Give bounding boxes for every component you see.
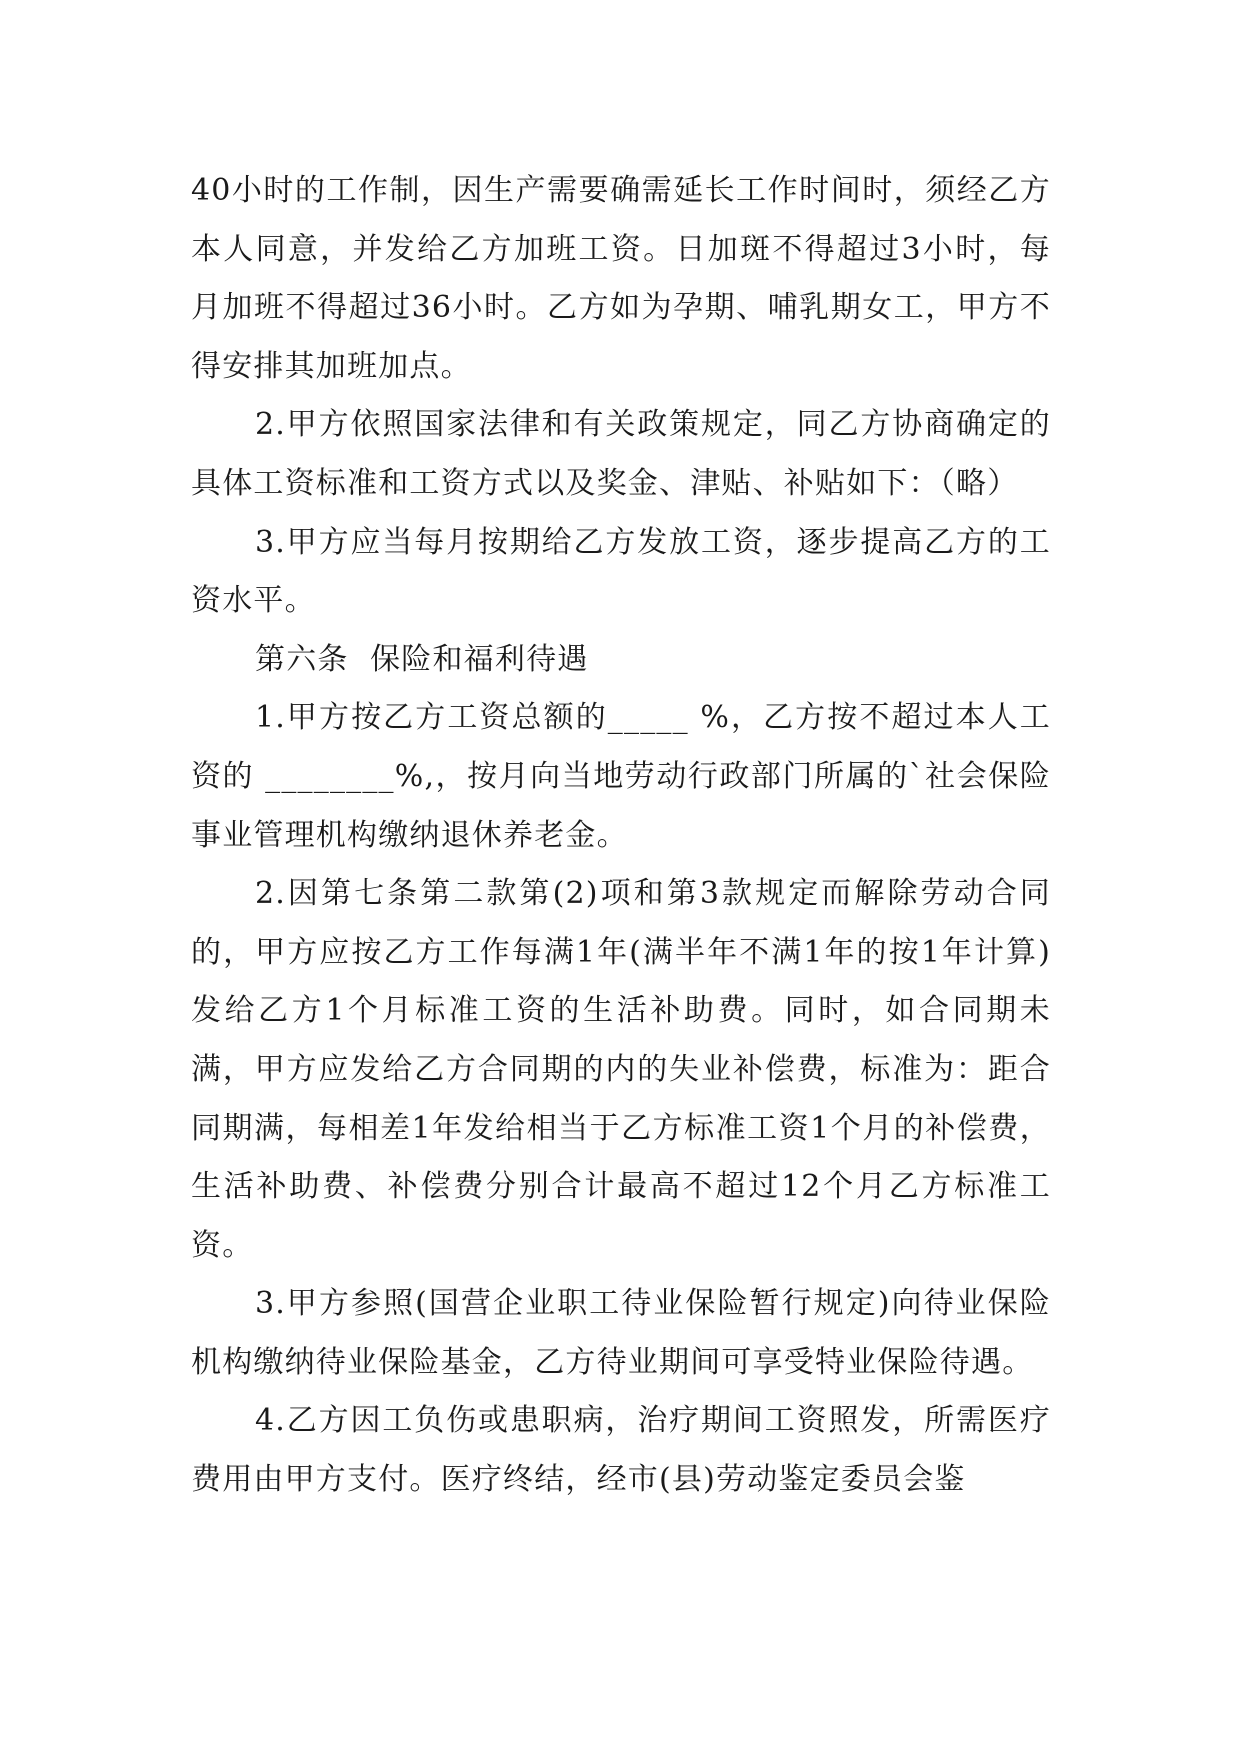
paragraph-wage-standard: 2.甲方依照国家法律和有关政策规定，同乙方协商确定的具体工资标准和工资方式以及奖金、津贴、补贴如下：（略）	[191, 407, 1051, 501]
section-heading-insurance: 第六条 保险和福利待遇	[255, 641, 589, 677]
paragraph-work-injury: 4.乙方因工负伤或患职病，治疗期间工资照发，所需医疗费用由甲方支付。医疗终结，经市(县)劳动鉴定委员会鉴	[191, 1403, 1051, 1498]
document-body	[191, 162, 1051, 1510]
paragraph-working-hours-continued: 40小时的工作制，因生产需要确需延长工作时间时，须经乙方本人同意，并发给乙方加班工资。日加斑不得超过3小时，每月加班不得超过36小时。乙方如为孕期、哺乳期女工，甲方不得安排其加班加点。	[191, 173, 1051, 384]
paragraph-unemployment-insurance: 3.甲方参照(国营企业职工待业保险暂行规定)向待业保险机构缴纳待业保险基金，乙方待业期间可享受特业保险待遇。	[191, 1286, 1051, 1380]
paragraph-pension: 1.甲方按乙方工资总额的_____ %，乙方按不超过本人工资的 ________%,，按月向当地劳动行政部门所属的`社会保险事业管理机构缴纳退休养老金。	[191, 700, 1051, 853]
paragraph-wage-payment: 3.甲方应当每月按期给乙方发放工资，逐步提高乙方的工资水平。	[191, 524, 1051, 619]
paragraph-living-subsidy: 2.因第七条第二款第(2)项和第3款规定而解除劳动合同的，甲方应按乙方工作每满1年(满半年不满1年的按1年计算)发给乙方1个月标准工资的生活补助费。同时，如合同期未满，甲方应发给乙方合同期的内的失业补偿费，标准为：距合同期满，每相差1年发给相当于乙方标准工资1个月的补偿费，生活补助费、补偿费分别合计最高不超过12个月乙方标准工资。	[191, 876, 1051, 1263]
